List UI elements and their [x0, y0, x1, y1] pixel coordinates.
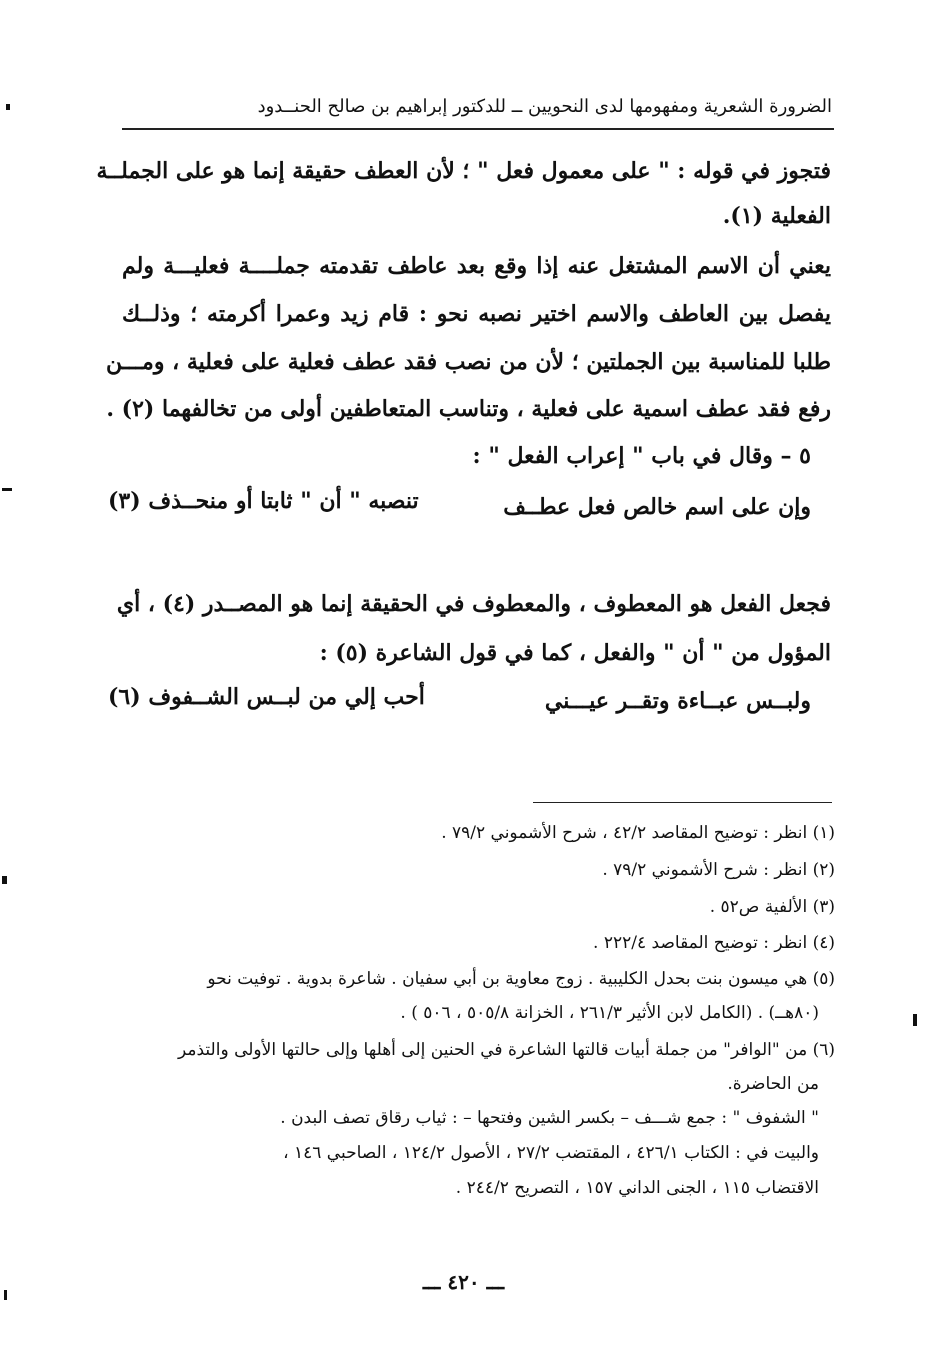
- scan-speck: [2, 876, 7, 884]
- footnote-6-cont: من الحاضرة.: [727, 1074, 819, 1094]
- footnote-4: (٤) انظر : توضيح المقاصد ٢٢٢/٤ .: [593, 933, 835, 953]
- footnote-2: (٢) انظر : شرح الأشموني ٧٩/٢ .: [602, 860, 835, 880]
- footnote-separator: [533, 802, 832, 803]
- header-rule: [122, 128, 834, 130]
- verse-1-second-hemistich: تنصبه " أن " ثابتا أو منحــذف (٣): [108, 488, 419, 514]
- footnote-5: (٥) هي ميسون بنت بحدل الكليبية . زوج معاوية بن أبي سفيان . شاعرة بدوية . توفيت نحو: [207, 969, 835, 989]
- scan-speck: [6, 104, 10, 110]
- running-header: الضرورة الشعرية ومفهومها لدى النحويين ــ للدكتور إبراهيم بن صالح الحنــدود: [257, 96, 832, 117]
- page-number: ـــ ٤٢٠ ـــ: [422, 1270, 505, 1294]
- footnote-3: (٣) الألفية ص٥٢ .: [709, 897, 835, 917]
- body-line-3: يعني أن الاسم المشتغل عنه إذا وقع بعد عاطف تقدمته جملــــة فعليـــة ولم: [122, 253, 831, 279]
- scan-speck: [2, 488, 12, 491]
- body-line-9: المؤول من " أن " والفعل ، كما في قول الشاعرة (٥) :: [319, 640, 831, 666]
- body-line-4: يفصل بين العاطف والاسم اختير نصبه نحو : قام زيد وعمرا أكرمته ؛ وذلــك: [122, 301, 831, 327]
- verse-2-first-hemistich: ولبــس عبــاءة وتقــر عيـــني: [544, 688, 811, 714]
- footnote-6-sources: والبيت في : الكتاب ٤٢٦/١ ، المقتضب ٢٧/٢ ، الأصول ١٢٤/٢ ، الصاحبي ١٤٦ ،: [283, 1143, 819, 1163]
- footnote-5-cont: (٨٠هــ) . (الكامل لابن الأثير ٢٦١/٣ ، الخزانة ٥٠٥/٨ ، ٥٠٦ ) .: [400, 1003, 819, 1023]
- body-line-1: فتجوز في قوله : " على معمول فعل " ؛ لأن العطف حقيقة إنما هو على الجملــة: [96, 158, 831, 184]
- footnote-6-sources-cont: الاقتضاب ١١٥ ، الجنى الداني ١٥٧ ، التصريح ٢٤٤/٢ .: [455, 1178, 819, 1198]
- verse-1-first-hemistich: وإن على اسم خالص فعل عطــف: [503, 494, 811, 520]
- body-line-2: الفعلية (١).: [722, 203, 831, 229]
- body-line-8: فجعل الفعل هو المعطوف ، والمعطوف في الحقيقة إنما هو المصــدر (٤) ، أي: [116, 591, 831, 617]
- body-line-6: رفع فقد عطف اسمية على فعلية ، وتناسب المتعاطفين أولى من تخالفهما (٢) .: [106, 396, 831, 422]
- body-line-5: طلبا للمناسبة بين الجملتين ؛ لأن من نصب فقد عطف فعلية على فعلية ، ومـــن: [105, 349, 831, 375]
- footnote-1: (١) انظر : توضيح المقاصد ٤٢/٢ ، شرح الأشموني ٧٩/٢ .: [441, 823, 835, 843]
- scan-speck: [4, 1290, 7, 1300]
- footnote-6: (٦) من "الوافر" من جملة أبيات قالتها الشاعرة في الحنين إلى أهلها وإلى حالتها الأولى والتذمر: [178, 1040, 835, 1060]
- body-line-7: ٥ – وقال في باب " إعراب الفعل " :: [472, 443, 811, 469]
- scan-speck: [913, 1014, 917, 1026]
- footnote-6-gloss: " الشفوف " : جمع شـــف – بكسر الشين وفتحها – : ثياب رقاق تصف البدن .: [280, 1108, 819, 1128]
- verse-2-second-hemistich: أحب إلي من لبــس الشــفوف (٦): [108, 684, 425, 710]
